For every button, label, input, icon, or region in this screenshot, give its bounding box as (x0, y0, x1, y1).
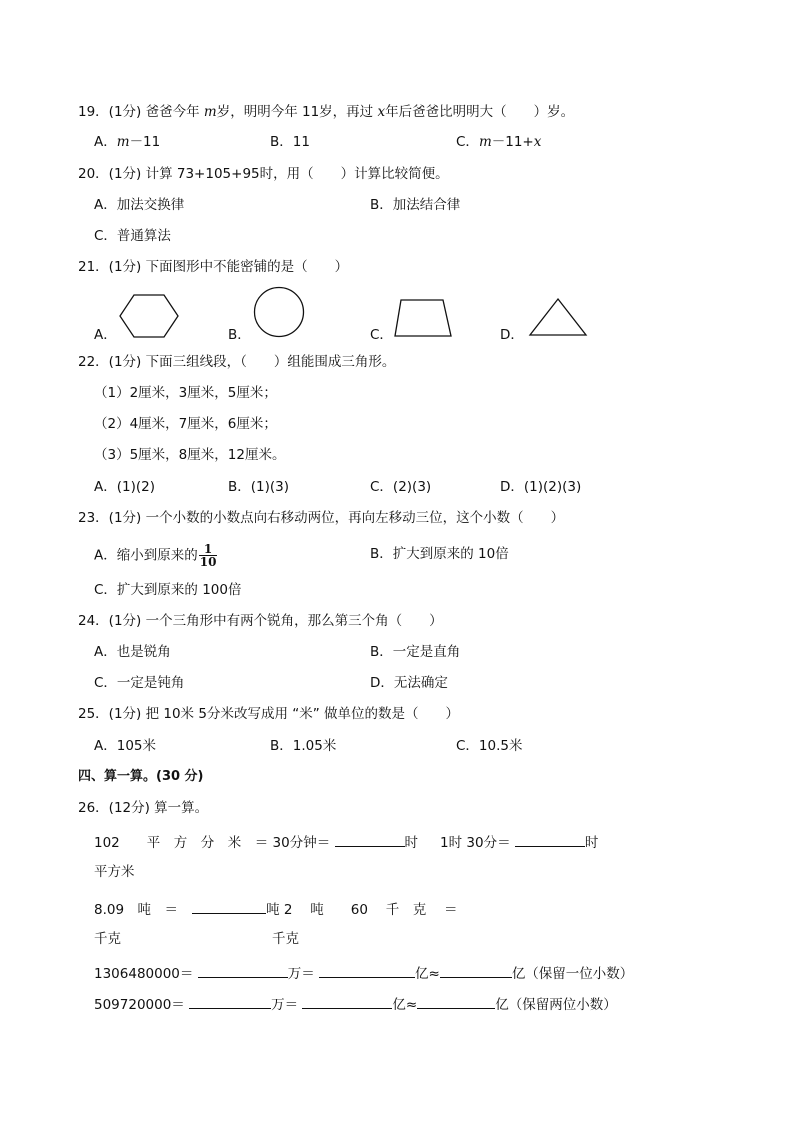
q24-option-d[interactable]: D．无法确定 (370, 675, 448, 691)
q26-r3-unit-2: 亿≈ (415, 966, 440, 982)
q23-option-b[interactable]: B．扩大到原来的 10倍 (370, 546, 509, 562)
trapezoid-shape (392, 297, 454, 339)
q19-option-c-var2: x (533, 134, 542, 150)
q26-r4-unit-2: 亿≈ (392, 997, 418, 1013)
q19-stem-pre: 19．(1分) 爸爸今年 (78, 104, 204, 120)
q22-item-3: （3）5厘米，8厘米，12厘米。 (94, 447, 286, 463)
q25-option-b[interactable]: B．1.05米 (270, 738, 337, 754)
q19-stem (78, 103, 574, 121)
q26-r3-blank-2[interactable] (319, 963, 415, 978)
q19-option-b[interactable]: B．11 (270, 134, 310, 150)
section-4-title: 四、算一算。(30 分) (78, 769, 204, 784)
q21-option-c[interactable]: C． (370, 327, 393, 343)
circle-shape (252, 285, 306, 339)
q26-r1-unit-1: 时 (404, 835, 419, 851)
q19-option-a-var: m (116, 134, 130, 150)
q26-row-2-wrap-2: 千克 (272, 931, 299, 947)
q26-row-3 (94, 963, 633, 983)
q26-r4-suffix: 亿（保留两位小数） (495, 997, 617, 1013)
q19-option-c[interactable] (456, 133, 541, 151)
q26-stem: 26．(12分) 算一算。 (78, 800, 209, 816)
q19-option-c-var: m (478, 134, 492, 150)
q22-option-a[interactable]: A．(1)(2) (94, 479, 155, 495)
q22-item-2: （2）4厘米，7厘米，6厘米； (94, 416, 277, 432)
fraction-one-tenth (199, 543, 218, 568)
q19-stem-mid: 岁，明明今年 11岁，再过 (216, 104, 378, 120)
q19-option-c-label: C． (456, 134, 479, 150)
q24-option-a[interactable]: A．也是锐角 (94, 644, 171, 660)
q26-r1-mid: 1时 30分＝ (440, 835, 511, 851)
q26-r3-unit-1: 万＝ (287, 966, 315, 982)
q26-row-1 (94, 832, 598, 852)
q26-r1-unit-2: 时 (584, 835, 599, 851)
q19-option-a-rest: －11 (129, 134, 161, 150)
q21-option-b[interactable]: B． (228, 327, 251, 343)
q20-option-b[interactable]: B．加法结合律 (370, 197, 461, 213)
q24-stem: 24．(1分) 一个三角形中有两个锐角，那么第三个角（ ） (78, 613, 443, 629)
q26-row-2 (94, 899, 458, 919)
q26-r1-prefix: 102 平 方 分 米 ＝ 30分钟＝ (94, 835, 331, 851)
q20-option-a[interactable]: A．加法交换律 (94, 197, 185, 213)
q26-r4-prefix: 509720000＝ (94, 997, 185, 1013)
q24-option-c[interactable]: C．一定是钝角 (94, 675, 185, 691)
fraction-numerator: 1 (199, 543, 218, 556)
q26-r3-blank-1[interactable] (198, 963, 288, 978)
q20-option-c[interactable]: C．普通算法 (94, 228, 171, 244)
q22-option-b[interactable]: B．(1)(3) (228, 479, 290, 495)
q26-row-1-wrap: 平方米 (94, 864, 135, 880)
q21-option-d[interactable]: D． (500, 327, 524, 343)
q22-stem: 22．(1分) 下面三组线段，（ ）组能围成三角形。 (78, 354, 396, 370)
q26-r1-blank-1[interactable] (335, 832, 405, 847)
q25-option-c[interactable]: C．10.5米 (456, 738, 523, 754)
q23-option-a[interactable] (94, 543, 217, 568)
q26-r3-blank-3[interactable] (440, 963, 512, 978)
q23-stem: 23．(1分) 一个小数的小数点向右移动两位，再向左移动三位，这个小数（ ） (78, 510, 565, 526)
triangle-shape (527, 296, 589, 339)
q19-option-a-label: A． (94, 134, 117, 150)
q26-r4-blank-3[interactable] (417, 994, 495, 1009)
q26-r3-prefix: 1306480000＝ (94, 966, 194, 982)
q26-r4-unit-1: 万＝ (271, 997, 299, 1013)
q26-r1-blank-2[interactable] (515, 832, 585, 847)
q26-r3-suffix: 亿（保留一位小数） (511, 966, 634, 982)
q26-r4-blank-2[interactable] (302, 994, 392, 1009)
q25-stem: 25．(1分) 把 10米 5分米改写成用 “米” 做单位的数是（ ） (78, 706, 460, 722)
q24-option-b[interactable]: B．一定是直角 (370, 644, 461, 660)
q22-option-c[interactable]: C．(2)(3) (370, 479, 432, 495)
q23-option-c[interactable]: C．扩大到原来的 100倍 (94, 582, 242, 598)
q26-r2-prefix: 8.09 吨 ＝ (94, 902, 179, 918)
q19-stem-post: 年后爸爸比明明大（ ）岁。 (385, 104, 575, 120)
q26-r2-mid: 吨 2 吨 60 千 克 ＝ (266, 902, 458, 918)
q26-r2-blank-1[interactable] (192, 899, 266, 914)
q19-option-a[interactable] (94, 133, 160, 151)
q20-stem: 20．(1分) 计算 73+105+95时，用（ ）计算比较简便。 (78, 166, 449, 182)
q26-row-2-wrap-1: 千克 (94, 931, 121, 947)
q21-option-a[interactable]: A． (94, 327, 117, 343)
q19-var-m: m (203, 104, 217, 120)
q26-r4-blank-1[interactable] (189, 994, 271, 1009)
q19-option-c-mid: －11+ (491, 134, 534, 150)
q22-option-d[interactable]: D．(1)(2)(3) (500, 479, 582, 495)
q21-stem: 21．(1分) 下面图形中不能密铺的是（ ） (78, 259, 349, 275)
q22-item-1: （1）2厘米，3厘米，5厘米； (94, 385, 277, 401)
q23-option-a-text: A．缩小到原来的 (94, 547, 198, 564)
q26-row-4 (94, 994, 617, 1014)
hexagon-shape (118, 292, 180, 340)
fraction-denominator: 10 (199, 555, 217, 569)
q25-option-a[interactable]: A．105米 (94, 738, 157, 754)
q19-var-x: x (377, 104, 386, 120)
